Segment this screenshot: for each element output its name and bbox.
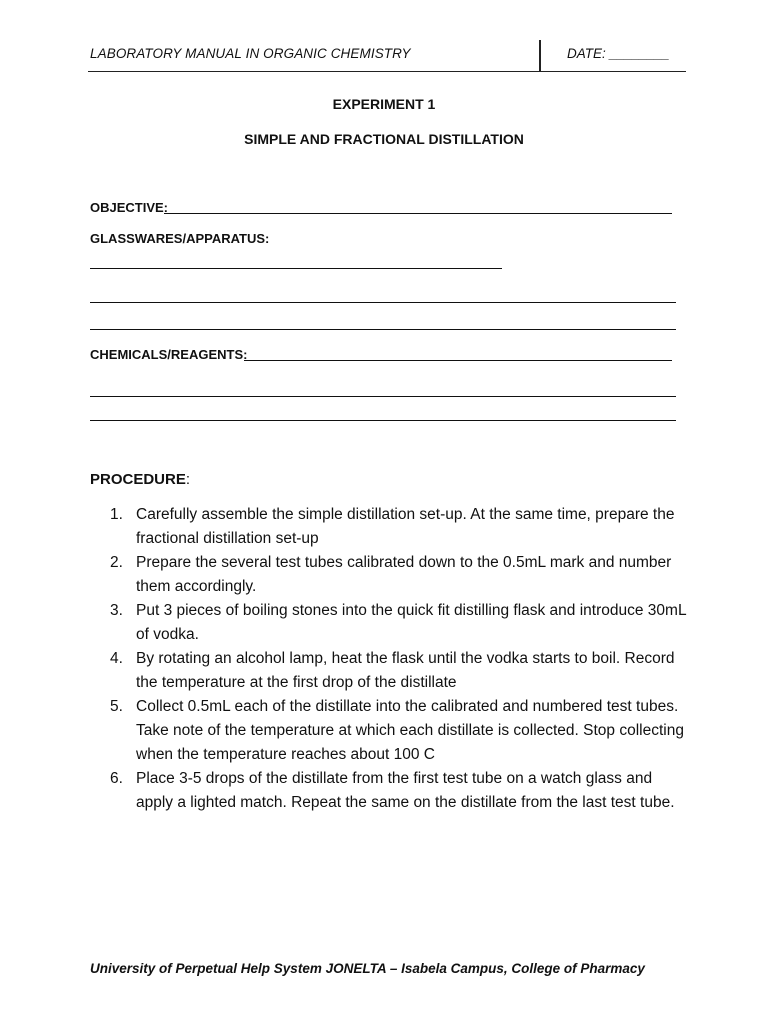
procedure-step — [90, 647, 690, 695]
step-number: 4. — [110, 650, 123, 667]
step-text: Put 3 pieces of boiling stones into the quick fit distilling flask and introduce 30mL of vodka. — [136, 602, 686, 643]
step-number: 1. — [110, 506, 123, 523]
procedure-heading — [90, 471, 190, 488]
step-text: Carefully assemble the simple distillation set-up. At the same time, prepare the fractional distillation set-up — [136, 506, 675, 547]
glassware-label: GLASSWARES/APPARATUS: — [90, 231, 270, 246]
step-text: Collect 0.5mL each of the distillate into the calibrated and numbered test tubes. Take note of the temperature at which each distillate is collected. Stop collecting when the temperature reaches about 100 C — [136, 698, 684, 763]
header-divider — [539, 40, 541, 72]
chemicals-blank-line-1 — [244, 360, 672, 361]
objective-blank-line — [164, 213, 672, 214]
objective-label: OBJECTIVE: — [90, 200, 169, 215]
procedure-step — [90, 551, 690, 599]
date-label: DATE: ________ — [567, 46, 670, 61]
chemicals-label: CHEMICALS/REAGENTS: — [90, 347, 248, 362]
glassware-blank-line-3 — [90, 329, 676, 330]
procedure-heading-text: PROCEDURE — [90, 471, 186, 488]
procedure-steps-list — [90, 503, 690, 815]
procedure-step — [90, 503, 690, 551]
header-rule — [88, 71, 686, 72]
procedure-step — [90, 767, 690, 815]
experiment-number: EXPERIMENT 1 — [332, 96, 436, 112]
step-text: By rotating an alcohol lamp, heat the flask until the vodka starts to boil. Record the temperature at the first drop of the distillate — [136, 650, 675, 691]
step-number: 5. — [110, 698, 123, 715]
step-number: 3. — [110, 602, 123, 619]
chemicals-blank-line-2 — [90, 396, 676, 397]
procedure-step — [90, 695, 690, 767]
step-number: 6. — [110, 770, 123, 787]
footer-institution: University of Perpetual Help System JONELTA – Isabela Campus, College of Pharmacy — [90, 961, 645, 976]
procedure-step — [90, 599, 690, 647]
step-number: 2. — [110, 554, 123, 571]
step-text: Prepare the several test tubes calibrated down to the 0.5mL mark and number them accordingly. — [136, 554, 672, 595]
glassware-blank-line-2 — [90, 302, 676, 303]
experiment-title: SIMPLE AND FRACTIONAL DISTILLATION — [244, 131, 524, 147]
step-text: Place 3-5 drops of the distillate from the first test tube on a watch glass and apply a lighted match. Repeat the same on the distillate from the last test tube. — [136, 770, 675, 811]
chemicals-blank-line-3 — [90, 420, 676, 421]
glassware-blank-line-1 — [90, 268, 502, 269]
header-title: LABORATORY MANUAL IN ORGANIC CHEMISTRY — [90, 46, 411, 61]
procedure-heading-colon: : — [185, 471, 191, 488]
